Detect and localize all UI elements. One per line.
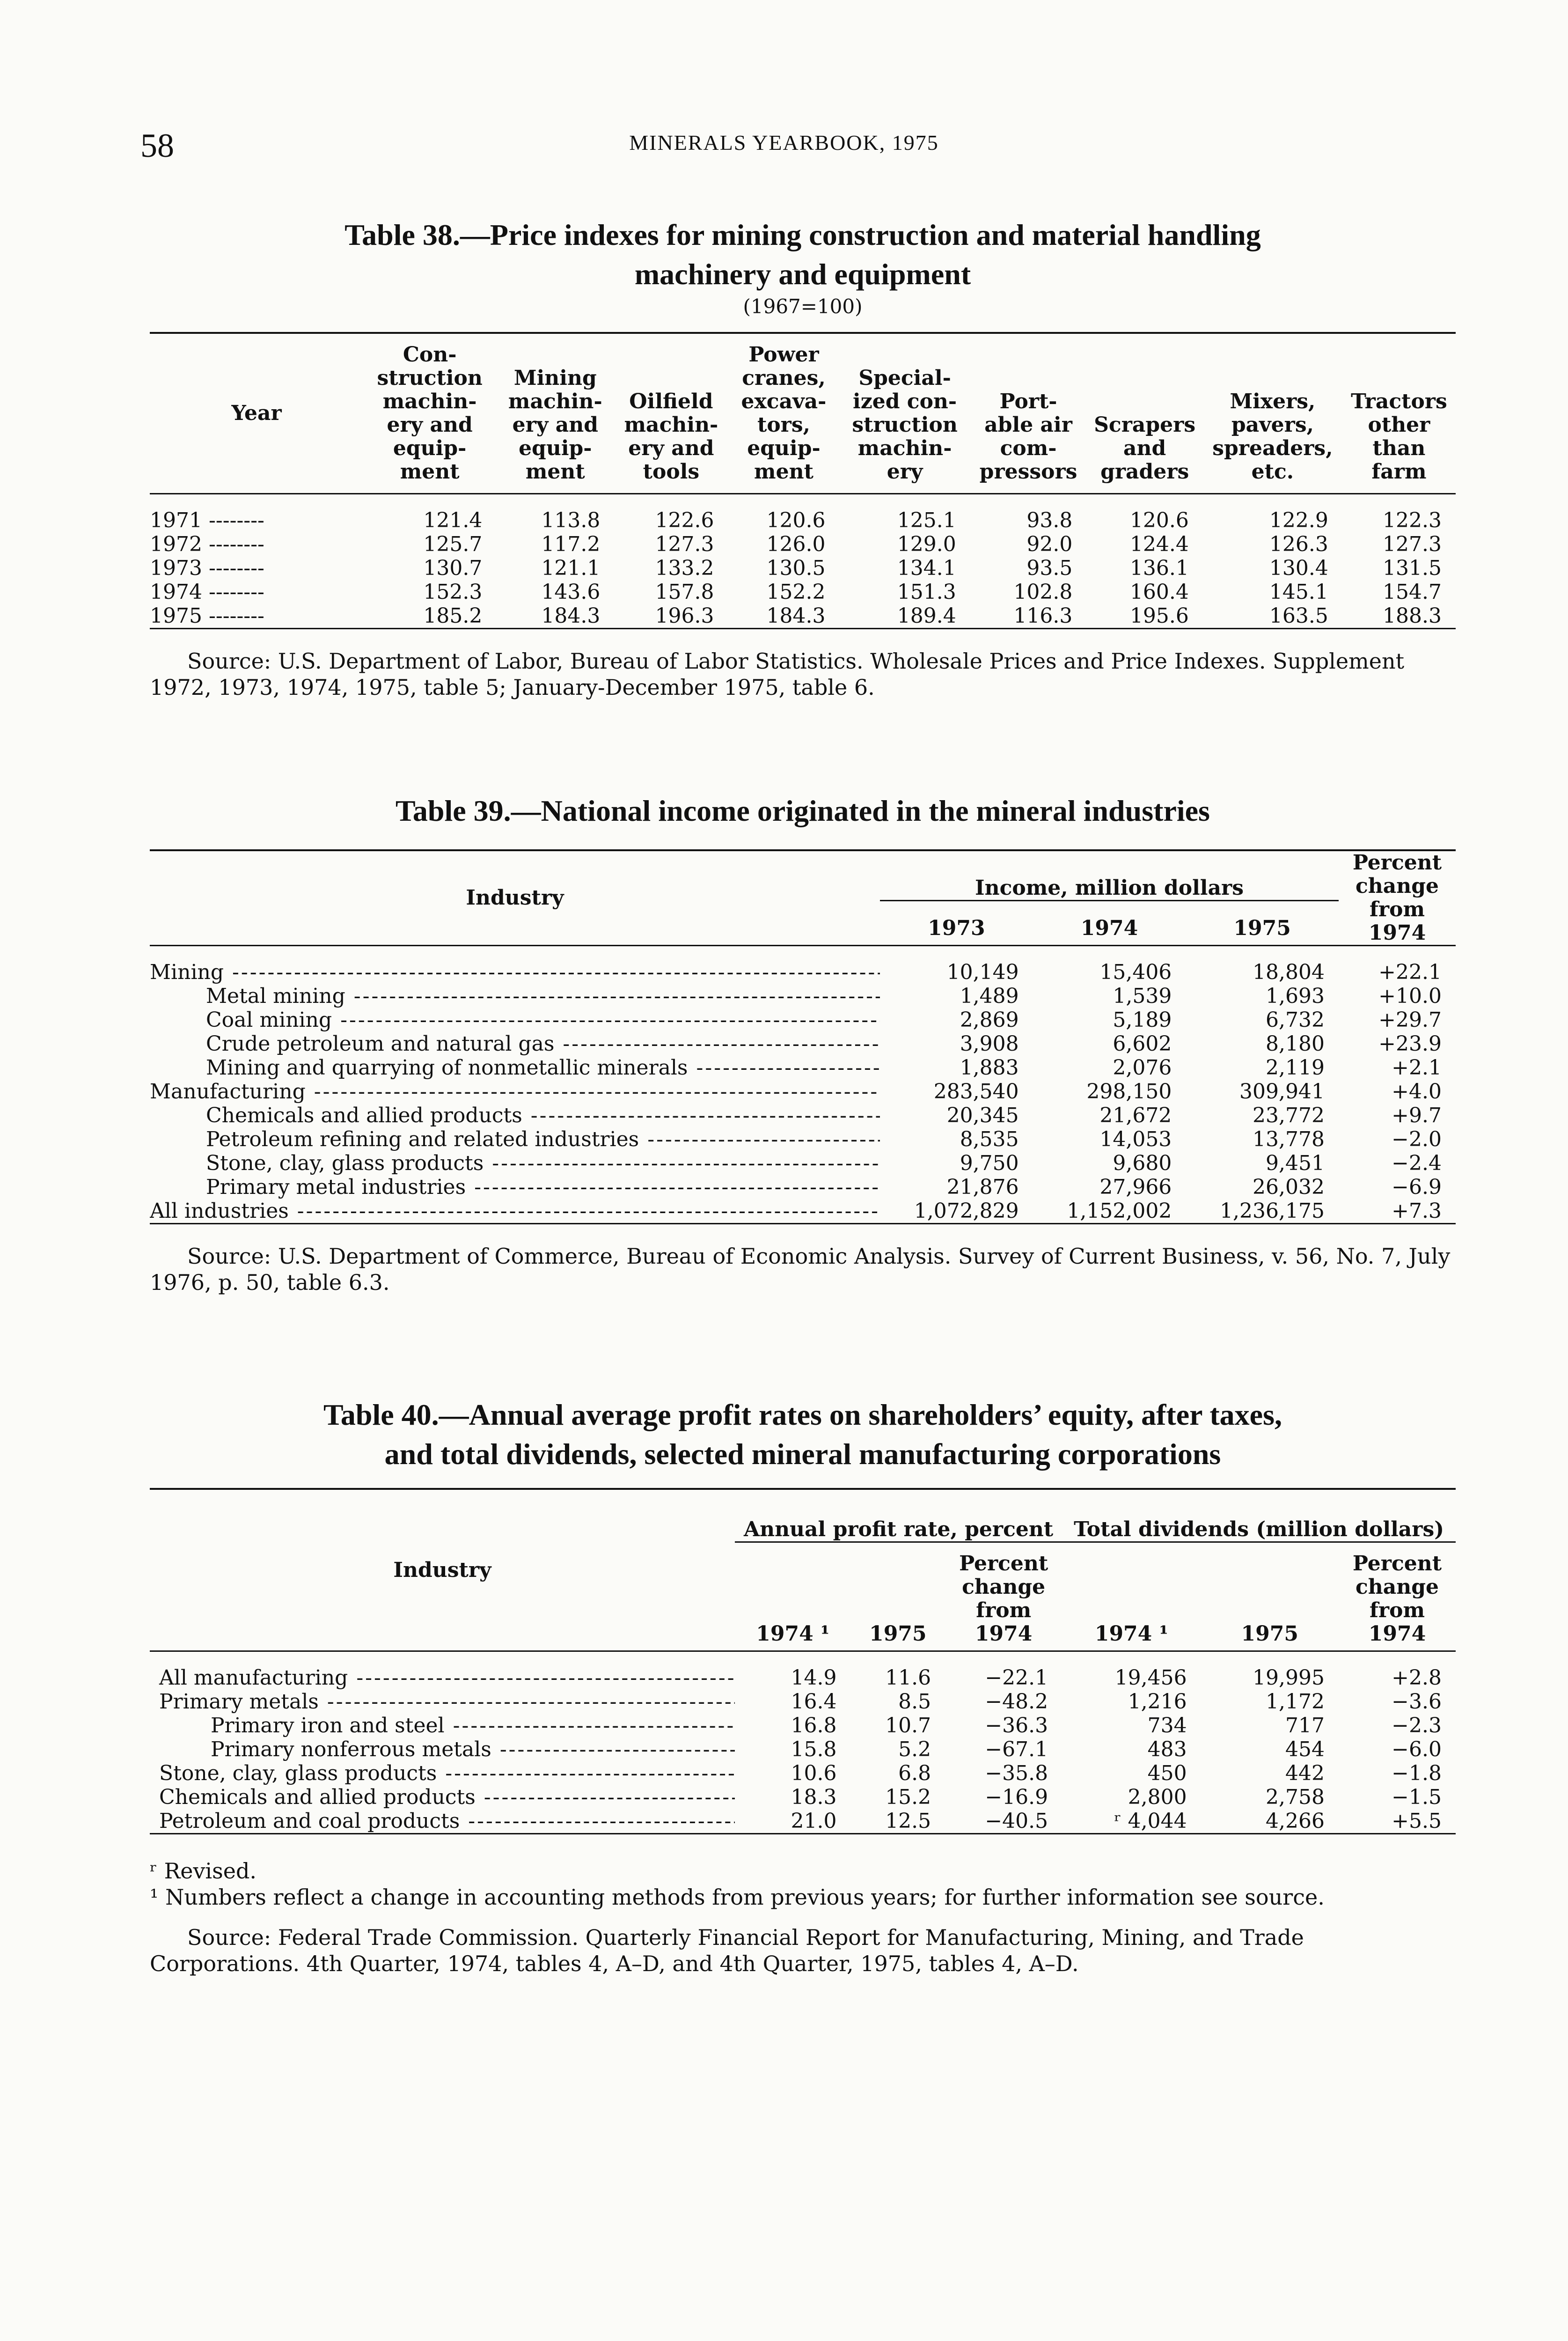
table-row <box>150 580 1456 604</box>
table-40-note-revised: ʳ Revised. <box>150 1858 257 1884</box>
table-39-value-cell: 21,876 <box>946 1175 1019 1199</box>
table-38-header-6: Port- able air com- pressors <box>979 390 1077 484</box>
table-40-header-profit-1975: 1975 <box>869 1622 927 1646</box>
table-40-note-1: ¹ Numbers reflect a change in accounting methods from previous years; for further information see source. <box>150 1885 1325 1910</box>
table-40-value-cell: 2,758 <box>1266 1785 1325 1809</box>
table-40-value-cell: 12.5 <box>885 1809 931 1833</box>
table-39-header-income: Income, million dollars <box>880 850 1339 901</box>
table-39-value-cell: +2.1 <box>1392 1056 1442 1080</box>
row-label: Coal mining <box>206 1008 332 1032</box>
table-39-value-cell: 8,180 <box>1266 1032 1325 1056</box>
table-row <box>150 984 1456 1008</box>
table-38-header-7: Scrapers and graders <box>1094 413 1196 484</box>
table-38-value-cell: 120.6 <box>1129 508 1189 532</box>
table-39-value-cell: +10.0 <box>1378 984 1442 1008</box>
row-year: 1975 <box>150 604 202 628</box>
table-40-value-cell: 1,172 <box>1266 1690 1325 1714</box>
table-39-value-cell: 26,032 <box>1253 1175 1325 1199</box>
row-label: Primary metal industries <box>206 1175 466 1199</box>
table-row <box>150 1785 1456 1809</box>
table-row <box>150 494 1456 533</box>
leader-dots: -------- <box>202 604 264 628</box>
table-38-value-cell: 127.3 <box>1383 532 1442 556</box>
table-row <box>150 946 1456 985</box>
running-head: MINERALS YEARBOOK, 1975 <box>629 131 939 155</box>
table-40-value-cell: −2.3 <box>1392 1714 1442 1737</box>
table-40-value-cell: 10.6 <box>791 1761 837 1785</box>
table-40-label-cell <box>150 1690 735 1714</box>
leader-dots: -------- <box>202 580 264 604</box>
table-40-header-div-1974: 1974 ¹ <box>1094 1622 1168 1646</box>
table-row <box>150 1761 1456 1785</box>
table-40-label-cell <box>150 1714 735 1737</box>
table-39-value-cell: 6,732 <box>1266 1008 1325 1032</box>
table-40-value-cell: 19,456 <box>1114 1666 1187 1690</box>
table-38-year-cell <box>150 494 363 533</box>
table-38-year-cell <box>150 532 363 556</box>
table-38-title-line2: machinery and equipment <box>634 258 971 291</box>
table-40-value-cell: 16.4 <box>791 1690 837 1714</box>
table-row <box>150 1151 1456 1175</box>
table-38-header-1: Con- struction machin- ery and equip- ment <box>377 343 483 484</box>
table-40-value-cell: 2,800 <box>1128 1785 1187 1809</box>
table-40-value-cell: −35.8 <box>985 1761 1048 1785</box>
table-40-value-cell: 19,995 <box>1253 1666 1325 1690</box>
table-38-value-cell: 122.3 <box>1383 508 1442 532</box>
table-38-value-cell: 129.0 <box>897 532 956 556</box>
table-row <box>150 1127 1456 1151</box>
table-row <box>150 1199 1456 1224</box>
table-39-value-cell: 309,941 <box>1239 1080 1325 1104</box>
table-39-value-cell: 1,152,002 <box>1067 1199 1172 1223</box>
table-row <box>150 1809 1456 1834</box>
table-40-value-cell: 14.9 <box>791 1666 837 1690</box>
table-39-header-percent: Percent change from 1974 <box>1352 851 1442 945</box>
table-38-value-cell: 133.2 <box>655 556 714 580</box>
table-40-header-dividends: Total dividends (million dollars) <box>1062 1489 1456 1542</box>
table-40-title-line1: Table 40.—Annual average profit rates on shareholders’ equity, after taxes, <box>323 1398 1282 1431</box>
table-40-value-cell: −3.6 <box>1392 1690 1442 1714</box>
table-38-title <box>150 215 1456 294</box>
table-38-value-cell: 93.8 <box>1026 508 1073 532</box>
table-38-header-5: Special- ized con- struction machin- ery <box>852 366 958 484</box>
table-40-value-cell: −16.9 <box>985 1785 1048 1809</box>
table-38-year-cell <box>150 580 363 604</box>
table-39-label-cell <box>150 1056 880 1080</box>
row-year: 1972 <box>150 532 202 556</box>
table-38-value-cell: 122.6 <box>655 508 714 532</box>
table-40-value-cell: 21.0 <box>791 1809 837 1833</box>
table-38-value-cell: 130.5 <box>766 556 826 580</box>
table-row <box>150 604 1456 629</box>
row-label: Primary nonferrous metals <box>211 1737 491 1761</box>
table-39-header-year-1973: 1973 <box>928 916 985 940</box>
table-39-value-cell: 2,869 <box>960 1008 1019 1032</box>
table-39-value-cell: 2,119 <box>1266 1056 1325 1080</box>
table-38-header-0: Year <box>231 401 282 425</box>
table-39-value-cell: 15,406 <box>1099 960 1172 984</box>
table-39-value-cell: 18,804 <box>1253 960 1325 984</box>
table-40-header-profit: Annual profit rate, percent <box>735 1489 1062 1542</box>
table-38-title-line1: Table 38.—Price indexes for mining construction and material handling <box>344 218 1261 251</box>
table-40-label-cell <box>150 1809 735 1834</box>
table-38-value-cell: 136.1 <box>1129 556 1189 580</box>
table-39-label-cell <box>150 1032 880 1056</box>
row-year: 1971 <box>150 508 202 532</box>
table-38-header-4: Power cranes, excava- tors, equip- ment <box>741 343 827 484</box>
table-row <box>150 1651 1456 1690</box>
table-40-value-cell: ʳ 4,044 <box>1114 1809 1187 1833</box>
table-40-title <box>150 1395 1456 1474</box>
table-38-value-cell: 93.5 <box>1026 556 1073 580</box>
table-row <box>150 1175 1456 1199</box>
table-38-value-cell: 127.3 <box>655 532 714 556</box>
row-label: Petroleum and coal products <box>159 1809 460 1833</box>
table-40-value-cell: −48.2 <box>985 1690 1048 1714</box>
table-38-value-cell: 188.3 <box>1383 604 1442 628</box>
table-38-value-cell: 124.4 <box>1129 532 1189 556</box>
table-40-header-div-1975: 1975 <box>1241 1622 1299 1646</box>
table-38-header-3: Oilfield machin- ery and tools <box>624 390 718 484</box>
table-row <box>150 1032 1456 1056</box>
table-39-title: Table 39.—National income originated in the mineral industries <box>396 794 1210 827</box>
table-40-value-cell: 18.3 <box>791 1785 837 1809</box>
table-39-value-cell: 23,772 <box>1253 1104 1325 1127</box>
table-39-label-cell <box>150 1080 880 1104</box>
table-38-value-cell: 154.7 <box>1383 580 1442 604</box>
row-label: All industries <box>150 1199 289 1223</box>
table-row <box>150 532 1456 556</box>
table-row <box>150 1080 1456 1104</box>
table-40-value-cell: −67.1 <box>985 1737 1048 1761</box>
table-39-value-cell: +4.0 <box>1392 1080 1442 1104</box>
table-39-value-cell: 1,883 <box>960 1056 1019 1080</box>
table-38-value-cell: 163.5 <box>1269 604 1328 628</box>
table-row <box>150 1690 1456 1714</box>
table-39-value-cell: 5,189 <box>1113 1008 1172 1032</box>
table-row <box>150 1056 1456 1080</box>
table-40-title-line2: and total dividends, selected mineral manufacturing corporations <box>384 1437 1221 1471</box>
table-40-value-cell: −6.0 <box>1392 1737 1442 1761</box>
table-40 <box>150 1395 1456 1977</box>
table-40-value-cell: 717 <box>1285 1714 1325 1737</box>
table-39-value-cell: 1,539 <box>1113 984 1172 1008</box>
table-39-grid <box>150 849 1456 1224</box>
row-label: Primary metals <box>159 1690 319 1714</box>
table-40-header-div-pct: Percent change from 1974 <box>1352 1552 1442 1646</box>
table-39-value-cell: 9,680 <box>1113 1151 1172 1175</box>
table-39-value-cell: +23.9 <box>1378 1032 1442 1056</box>
table-40-header-profit-1974: 1974 ¹ <box>756 1622 830 1646</box>
table-38-grid <box>150 332 1456 629</box>
table-39 <box>150 791 1456 1296</box>
table-38-value-cell: 102.8 <box>1013 580 1073 604</box>
table-40-label-cell <box>150 1785 735 1809</box>
row-label: Mining and quarrying of nonmetallic minerals <box>206 1056 688 1080</box>
table-38-value-cell: 184.3 <box>766 604 826 628</box>
table-row <box>150 1104 1456 1127</box>
table-38-value-cell: 117.2 <box>541 532 601 556</box>
table-39-value-cell: −6.9 <box>1392 1175 1442 1199</box>
table-39-value-cell: +22.1 <box>1378 960 1442 984</box>
table-40-value-cell: 8.5 <box>898 1690 931 1714</box>
table-40-value-cell: 15.8 <box>791 1737 837 1761</box>
row-label: Primary iron and steel <box>211 1714 445 1737</box>
table-38-value-cell: 130.7 <box>423 556 483 580</box>
table-39-value-cell: 2,076 <box>1113 1056 1172 1080</box>
row-label: Crude petroleum and natural gas <box>206 1032 555 1056</box>
table-38-value-cell: 145.1 <box>1269 580 1328 604</box>
leader-dots: -------- <box>202 556 264 580</box>
table-38-value-cell: 122.9 <box>1269 508 1328 532</box>
table-40-value-cell: 1,216 <box>1128 1690 1187 1714</box>
table-38-value-cell: 131.5 <box>1383 556 1442 580</box>
table-40-value-cell: 4,266 <box>1266 1809 1325 1833</box>
table-39-label-cell <box>150 1199 880 1224</box>
table-40-value-cell: +5.5 <box>1392 1809 1442 1833</box>
table-38-value-cell: 185.2 <box>423 604 483 628</box>
table-row <box>150 1008 1456 1032</box>
table-38-value-cell: 113.8 <box>541 508 601 532</box>
row-label: Stone, clay, glass products <box>159 1761 437 1785</box>
table-40-value-cell: 11.6 <box>885 1666 931 1690</box>
table-38-value-cell: 121.4 <box>423 508 483 532</box>
table-38-value-cell: 126.0 <box>766 532 826 556</box>
table-38-value-cell: 152.2 <box>766 580 826 604</box>
table-39-value-cell: +29.7 <box>1378 1008 1442 1032</box>
table-40-header-profit-pct: Percent change from 1974 <box>959 1552 1048 1646</box>
table-38-value-cell: 125.7 <box>423 532 483 556</box>
table-40-value-cell: 442 <box>1285 1761 1325 1785</box>
table-39-value-cell: +9.7 <box>1392 1104 1442 1127</box>
table-39-source: Source: U.S. Department of Commerce, Bureau of Economic Analysis. Survey of Current Business, v. 56, No. 7, July 1976, p. 50, table 6.3. <box>150 1244 1451 1295</box>
table-38-year-cell <box>150 604 363 629</box>
table-39-label-cell <box>150 1104 880 1127</box>
table-39-value-cell: −2.4 <box>1392 1151 1442 1175</box>
table-40-value-cell: 450 <box>1147 1761 1187 1785</box>
page-number: 58 <box>140 127 174 164</box>
table-39-value-cell: 27,966 <box>1099 1175 1172 1199</box>
row-label: Manufacturing <box>150 1080 306 1104</box>
table-38-value-cell: 120.6 <box>766 508 826 532</box>
table-40-value-cell: −36.3 <box>985 1714 1048 1737</box>
table-39-value-cell: 9,451 <box>1266 1151 1325 1175</box>
table-row <box>150 1714 1456 1737</box>
table-40-value-cell: 15.2 <box>885 1785 931 1809</box>
table-39-label-cell <box>150 946 880 985</box>
table-40-value-cell: +2.8 <box>1392 1666 1442 1690</box>
table-40-label-cell <box>150 1761 735 1785</box>
table-38-source: Source: U.S. Department of Labor, Bureau of Labor Statistics. Wholesale Prices and Price Indexes. Supplement 1972, 1973, 1974, 1975, table 5; January-December 1975, table 6. <box>150 648 1405 700</box>
row-label: Mining <box>150 960 224 984</box>
table-39-label-cell <box>150 1151 880 1175</box>
table-38-value-cell: 157.8 <box>655 580 714 604</box>
row-year: 1973 <box>150 556 202 580</box>
table-40-grid <box>150 1488 1456 1834</box>
table-39-label-cell <box>150 1127 880 1151</box>
leader-dots: -------- <box>202 532 264 556</box>
table-39-header-year-1975: 1975 <box>1233 916 1291 940</box>
row-label: Petroleum refining and related industries <box>206 1127 639 1151</box>
table-38-value-cell: 130.4 <box>1269 556 1328 580</box>
table-40-label-cell <box>150 1737 735 1761</box>
table-row <box>150 1737 1456 1761</box>
table-40-label-cell <box>150 1651 735 1690</box>
table-39-value-cell: 8,535 <box>960 1127 1019 1151</box>
table-39-header-industry: Industry <box>466 886 564 910</box>
table-40-value-cell: 454 <box>1285 1737 1325 1761</box>
row-label: Chemicals and allied products <box>206 1104 522 1127</box>
table-38-value-cell: 121.1 <box>541 556 601 580</box>
table-40-value-cell: 10.7 <box>885 1714 931 1737</box>
table-40-value-cell: 5.2 <box>898 1737 931 1761</box>
table-38-header-8: Mixers, pavers, spreaders, etc. <box>1212 390 1333 484</box>
table-39-value-cell: 298,150 <box>1086 1080 1172 1104</box>
table-39-value-cell: 1,072,829 <box>914 1199 1019 1223</box>
table-39-label-cell <box>150 1175 880 1199</box>
table-38-value-cell: 151.3 <box>897 580 956 604</box>
table-38-value-cell: 152.3 <box>423 580 483 604</box>
table-40-value-cell: −1.5 <box>1392 1785 1442 1809</box>
leader-dots: -------- <box>202 508 264 532</box>
table-38-subtitle: (1967=100) <box>743 295 863 318</box>
table-row <box>150 556 1456 580</box>
row-label: All manufacturing <box>159 1666 348 1690</box>
table-40-value-cell: 6.8 <box>898 1761 931 1785</box>
table-39-value-cell: 9,750 <box>960 1151 1019 1175</box>
table-38-header-9: Tractors other than farm <box>1351 390 1447 484</box>
table-38-year-cell <box>150 556 363 580</box>
table-40-value-cell: 734 <box>1147 1714 1187 1737</box>
table-39-value-cell: 20,345 <box>946 1104 1019 1127</box>
table-39-value-cell: +7.3 <box>1392 1199 1442 1223</box>
table-38-value-cell: 116.3 <box>1013 604 1073 628</box>
table-40-header-industry: Industry <box>393 1558 491 1582</box>
table-40-value-cell: −1.8 <box>1392 1761 1442 1785</box>
table-39-value-cell: 14,053 <box>1099 1127 1172 1151</box>
table-40-value-cell: −22.1 <box>985 1666 1048 1690</box>
row-label: Metal mining <box>206 984 345 1008</box>
table-38-value-cell: 196.3 <box>655 604 714 628</box>
table-39-value-cell: 1,236,175 <box>1220 1199 1325 1223</box>
table-39-value-cell: 3,908 <box>960 1032 1019 1056</box>
table-39-label-cell <box>150 1008 880 1032</box>
row-year: 1974 <box>150 580 202 604</box>
row-label: Stone, clay, glass products <box>206 1151 484 1175</box>
table-38-value-cell: 160.4 <box>1129 580 1189 604</box>
table-39-value-cell: 1,693 <box>1266 984 1325 1008</box>
table-38-value-cell: 134.1 <box>897 556 956 580</box>
row-label: Chemicals and allied products <box>159 1785 476 1809</box>
table-40-value-cell: 483 <box>1147 1737 1187 1761</box>
table-38-header-2: Mining machin- ery and equip- ment <box>508 366 602 484</box>
table-39-header-year-1974: 1974 <box>1080 916 1138 940</box>
table-38-value-cell: 189.4 <box>897 604 956 628</box>
table-40-source: Source: Federal Trade Commission. Quarterly Financial Report for Manufacturing, Mining, and Trade Corporations. 4th Quarter, 1974, tables 4, A–D, and 4th Quarter, 1975, tables 4, A–D. <box>150 1925 1304 1976</box>
table-38-value-cell: 126.3 <box>1269 532 1328 556</box>
table-39-label-cell <box>150 984 880 1008</box>
table-39-value-cell: 13,778 <box>1253 1127 1325 1151</box>
table-38-value-cell: 125.1 <box>897 508 956 532</box>
table-39-value-cell: 10,149 <box>946 960 1019 984</box>
table-38-value-cell: 143.6 <box>541 580 601 604</box>
table-39-value-cell: 283,540 <box>933 1080 1019 1104</box>
table-38-value-cell: 184.3 <box>541 604 601 628</box>
table-40-value-cell: 16.8 <box>791 1714 837 1737</box>
table-40-value-cell: −40.5 <box>985 1809 1048 1833</box>
table-38-value-cell: 195.6 <box>1129 604 1189 628</box>
table-38 <box>150 215 1456 700</box>
table-39-value-cell: −2.0 <box>1392 1127 1442 1151</box>
table-39-value-cell: 1,489 <box>960 984 1019 1008</box>
table-38-value-cell: 92.0 <box>1026 532 1073 556</box>
table-39-value-cell: 21,672 <box>1099 1104 1172 1127</box>
table-39-value-cell: 6,602 <box>1113 1032 1172 1056</box>
